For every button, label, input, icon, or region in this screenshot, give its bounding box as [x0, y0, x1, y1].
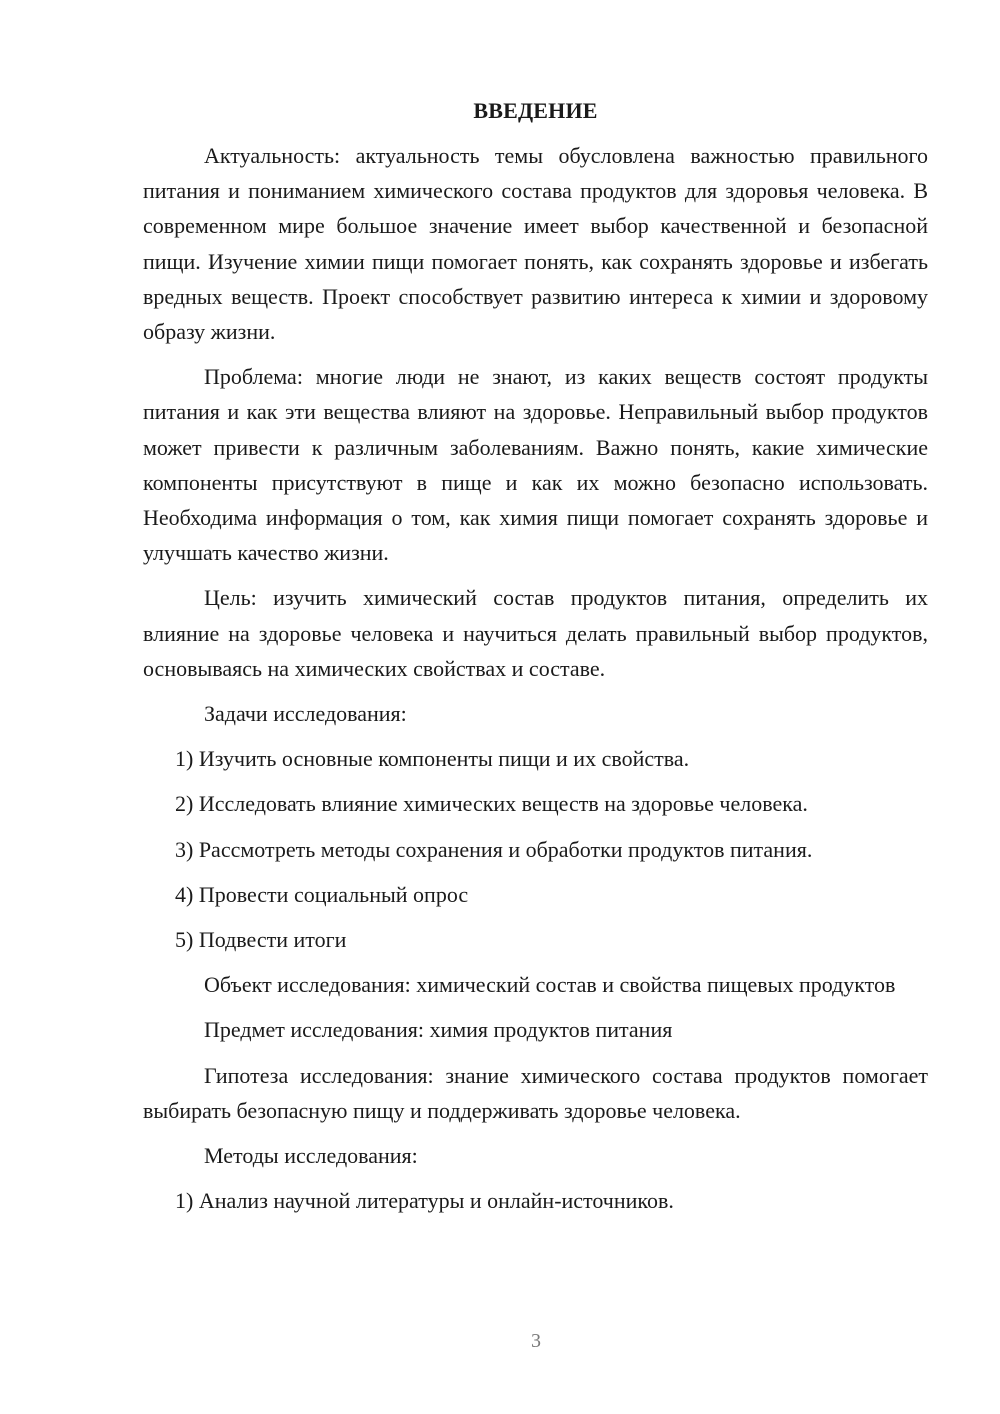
- task-item: 2) Исследовать влияние химических веществ на здоровье человека.: [175, 791, 808, 817]
- object-paragraph: Объект исследования: химический состав и свойства пищевых продуктов: [204, 972, 896, 998]
- section-title: ВВЕДЕНИЕ: [473, 98, 598, 123]
- relevance-paragraph: Актуальность: актуальность темы обусловлена важностью правильного питания и пониманием химического состава продуктов для здоровья человека. В современном мире большое значение имеет выбор качественной и безопасной пищи. Изучение химии пищи помогает понять, как сохранять здоровье и избегать вредных веществ. Проект способствует развитию интереса к химии и здоровому образу жизни.: [143, 143, 928, 345]
- page-number: 3: [531, 1330, 541, 1352]
- method-item: 1) Анализ научной литературы и онлайн-источников.: [175, 1188, 674, 1214]
- tasks-heading: Задачи исследования:: [204, 701, 407, 727]
- subject-paragraph: Предмет исследования: химия продуктов питания: [204, 1017, 673, 1043]
- hypothesis-paragraph: Гипотеза исследования: знание химического состава продуктов помогает выбирать безопасную пищу и поддерживать здоровье человека.: [143, 1062, 928, 1123]
- problem-paragraph: Проблема: многие люди не знают, из каких веществ состоят продукты питания и как эти вещества влияют на здоровье. Неправильный выбор продуктов может привести к различным заболеваниям. Важно понять, какие химические компоненты присутствуют в пище и как их можно безопасно использовать. Необходима информация о том, как химия пищи помогает сохранять здоровье и улучшать качество жизни.: [143, 364, 928, 566]
- task-item: 5) Подвести итоги: [175, 927, 347, 953]
- task-item: 4) Провести социальный опрос: [175, 881, 469, 907]
- page-content: [143, 93, 928, 1228]
- task-item: 1) Изучить основные компоненты пищи и их свойства.: [175, 746, 690, 772]
- methods-list: [143, 1183, 928, 1218]
- tasks-list: [143, 741, 928, 957]
- methods-heading: Методы исследования:: [204, 1143, 418, 1169]
- task-item: 3) Рассмотреть методы сохранения и обработки продуктов питания.: [175, 836, 813, 862]
- goal-paragraph: Цель: изучить химический состав продуктов питания, определить их влияние на здоровье человека и научиться делать правильный выбор продуктов, основываясь на химических свойствах и составе.: [143, 585, 928, 681]
